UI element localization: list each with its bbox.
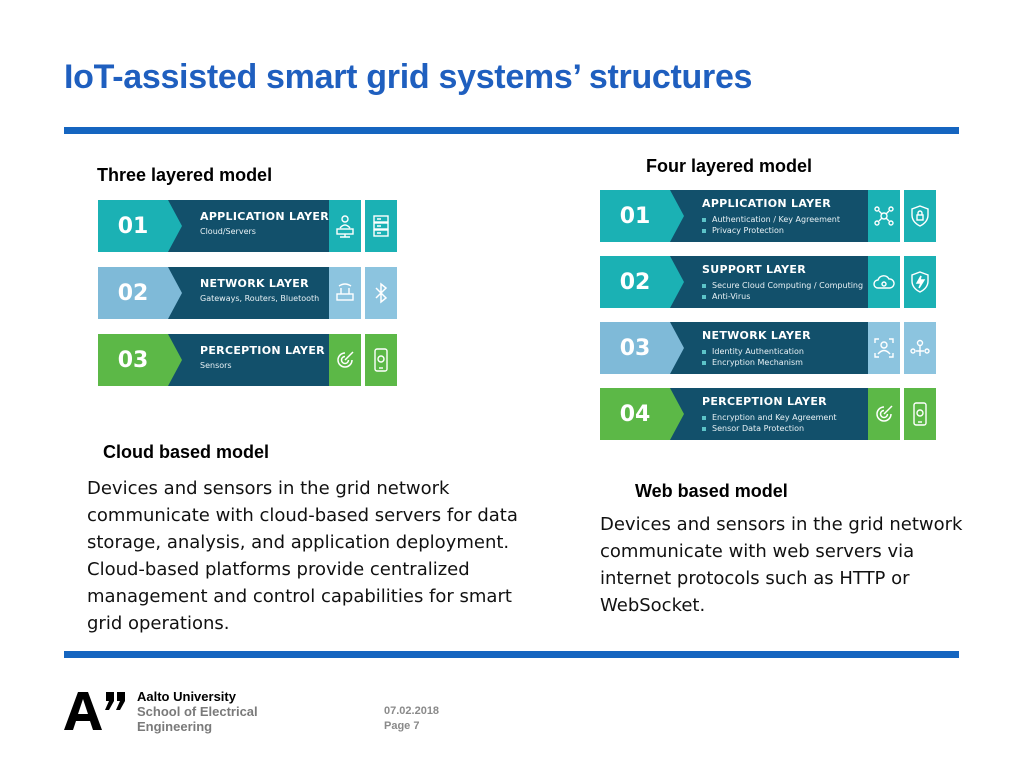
layer-item: Encryption Mechanism — [702, 357, 868, 368]
network-nodes-icon — [868, 190, 900, 242]
layer-item: Encryption and Key Agreement — [702, 412, 868, 423]
footer-page: Page 7 — [384, 720, 420, 732]
layer-subtitle: Cloud/Servers — [200, 227, 256, 236]
text-line: management and control capabilities for smart — [87, 586, 512, 607]
layer-number: 01 — [600, 190, 670, 242]
mobile-device-icon — [365, 334, 397, 386]
footer-meta — [384, 704, 439, 734]
text-line: grid operations. — [87, 613, 230, 634]
text-line: communicate with web servers via — [600, 541, 915, 562]
layer-title: PERCEPTION LAYER — [702, 395, 827, 408]
id-person-icon — [868, 322, 900, 374]
web-model-description — [600, 511, 1000, 619]
mobile-device-icon — [904, 388, 936, 440]
school-line-2: Engineering — [137, 719, 213, 734]
layer-title: APPLICATION LAYER — [702, 197, 831, 210]
footer-date: 07.02.2018 — [384, 705, 440, 717]
people-network-icon — [904, 322, 936, 374]
cloud-model-description — [87, 475, 557, 637]
bluetooth-icon — [365, 267, 397, 319]
aalto-logo — [64, 690, 126, 735]
university-name — [137, 689, 258, 734]
layer-item: Sensor Data Protection — [702, 423, 868, 434]
text-line: Cloud-based platforms provide centralized — [87, 559, 470, 580]
layer-number: 01 — [98, 200, 168, 252]
target-sensor-icon — [868, 388, 900, 440]
layer-number: 03 — [98, 334, 168, 386]
four-layer-row-application — [600, 190, 936, 242]
shield-bolt-icon — [904, 256, 936, 308]
layer-subtitle: Gateways, Routers, Bluetooth — [200, 294, 320, 303]
server-rack-icon — [365, 200, 397, 252]
layer-title: PERCEPTION LAYER — [200, 344, 325, 357]
layer-item: Authentication / Key Agreement — [702, 214, 868, 225]
layer-subtitle: Sensors — [200, 361, 232, 370]
cloud-gear-icon — [868, 256, 900, 308]
text-line: Devices and sensors in the grid network — [87, 478, 450, 499]
text-line: WebSocket. — [600, 595, 706, 616]
cloud-model-label: Cloud based model — [103, 442, 270, 462]
layer-item: Secure Cloud Computing / Computing — [702, 280, 868, 291]
target-sensor-icon — [329, 334, 361, 386]
university-line: Aalto University — [137, 689, 236, 704]
layer-title: APPLICATION LAYER — [200, 210, 329, 223]
layer-number: 02 — [98, 267, 168, 319]
layer-number: 04 — [600, 388, 670, 440]
text-line: communicate with cloud-based servers for data — [87, 505, 518, 526]
four-layer-label: Four layered model — [646, 156, 813, 176]
shield-lock-icon — [904, 190, 936, 242]
three-layer-row-network — [98, 267, 397, 319]
layer-item: Anti-Virus — [702, 291, 868, 302]
school-line-1: School of Electrical — [137, 704, 258, 719]
text-line: internet protocols such as HTTP or — [600, 568, 910, 589]
text-line: storage, analysis, and application deployment. — [87, 532, 510, 553]
four-layer-row-perception — [600, 388, 936, 440]
layer-title: NETWORK LAYER — [702, 329, 811, 342]
layer-title: SUPPORT LAYER — [702, 263, 806, 276]
three-layer-label: Three layered model — [97, 165, 273, 185]
four-layer-row-network — [600, 322, 936, 374]
layer-number: 02 — [600, 256, 670, 308]
bottom-divider — [64, 651, 959, 658]
three-layer-row-perception — [98, 334, 397, 386]
four-layer-row-support — [600, 256, 936, 308]
web-model-label: Web based model — [635, 481, 788, 501]
top-divider — [64, 127, 959, 134]
layer-title: NETWORK LAYER — [200, 277, 309, 290]
layer-number: 03 — [600, 322, 670, 374]
layer-item: Identity Authentication — [702, 346, 868, 357]
layer-item: Privacy Protection — [702, 225, 868, 236]
text-line: Devices and sensors in the grid network — [600, 514, 963, 535]
router-icon — [329, 267, 361, 319]
three-layer-row-application — [98, 200, 397, 252]
server-person-icon — [329, 200, 361, 252]
slide-title: IoT-assisted smart grid systems’ structures — [64, 58, 753, 96]
